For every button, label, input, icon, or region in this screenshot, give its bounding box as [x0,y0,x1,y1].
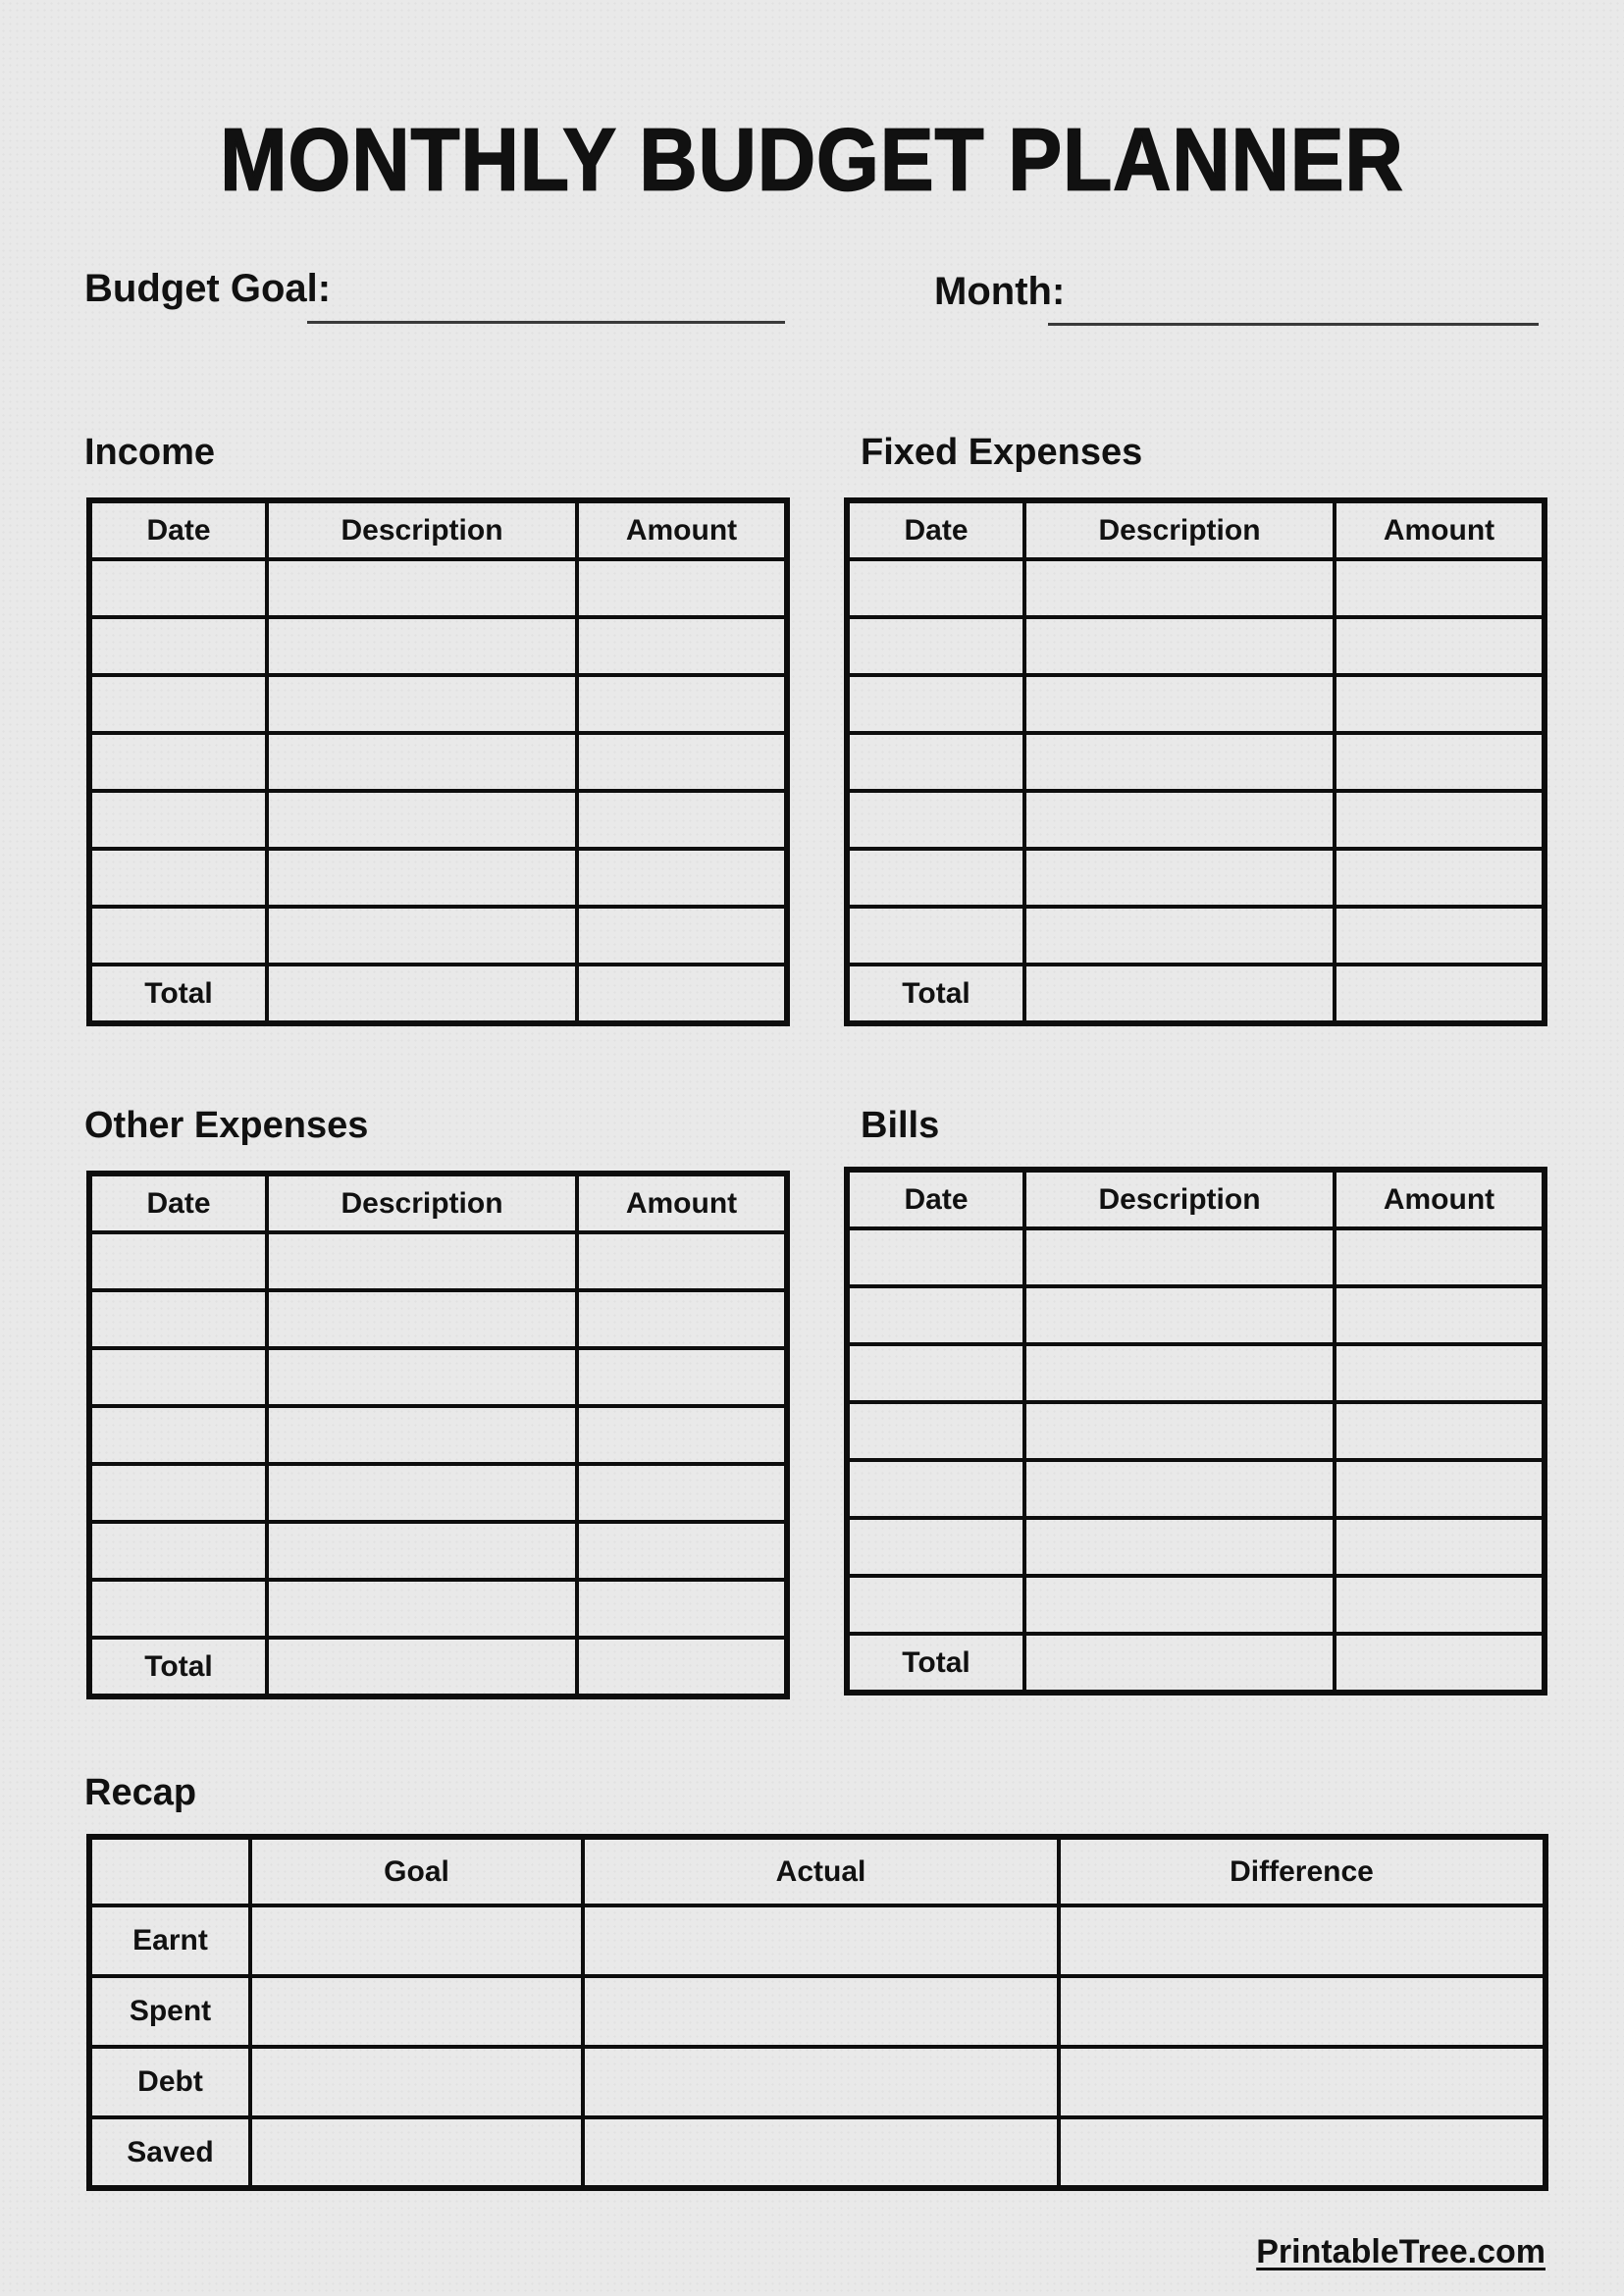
entry-cell [89,907,267,965]
recap-row-label-debt: Debt [89,2047,250,2117]
entry-row [89,1348,787,1406]
column-header-description: Description [267,500,577,559]
entry-cell [89,1522,267,1580]
entry-cell [267,1406,577,1464]
recap-row [89,1976,1545,2047]
entry-row [847,1402,1545,1460]
entry-cell [577,733,787,791]
entry-cell [847,1344,1024,1402]
entry-row [847,849,1545,907]
entry-row [89,1522,787,1580]
entry-row [89,1290,787,1348]
recap-cell [1059,2117,1545,2188]
recap-section-heading: Recap [84,1772,197,1813]
entry-cell [89,733,267,791]
entry-row [847,1576,1545,1634]
total-label: Total [89,1638,267,1696]
total-value-cell [577,965,787,1023]
entry-cell [1335,1286,1545,1344]
entry-cell [577,1522,787,1580]
entry-row [847,1344,1545,1402]
recap-row [89,1905,1545,1976]
entry-row [847,733,1545,791]
entry-cell [1024,849,1335,907]
entry-cell [1335,733,1545,791]
entry-cell [1024,733,1335,791]
column-header-description: Description [267,1174,577,1232]
recap-table [86,1834,1548,2191]
fixed-expenses-table [844,497,1547,1026]
entry-cell [1024,1228,1335,1286]
entry-row [89,791,787,849]
column-header-amount: Amount [1335,1170,1545,1228]
entry-cell [847,675,1024,733]
entry-cell [577,907,787,965]
recap-cell [1059,2047,1545,2117]
header-row [847,1170,1545,1228]
bills-grid [844,1167,1547,1696]
entry-row [89,617,787,675]
entry-cell [1024,1402,1335,1460]
budget-goal-input-line [307,321,785,324]
column-header-date: Date [847,500,1024,559]
header-row [89,1174,787,1232]
bills-table [844,1167,1547,1696]
entry-row [89,1406,787,1464]
entry-cell [267,1290,577,1348]
fixed-expenses-section-heading: Fixed Expenses [861,432,1143,473]
entry-row [847,559,1545,617]
entry-cell [1335,907,1545,965]
entry-cell [847,1576,1024,1634]
entry-cell [267,907,577,965]
footer [1256,2233,1545,2271]
entry-cell [1335,1518,1545,1576]
recap-cell [1059,1976,1545,2047]
entry-row [89,559,787,617]
entry-row [89,1580,787,1638]
entry-cell [267,1580,577,1638]
recap-row-label-earnt: Earnt [89,1905,250,1976]
entry-cell [1335,617,1545,675]
entry-cell [1335,1344,1545,1402]
entry-cell [89,559,267,617]
column-header-date: Date [89,1174,267,1232]
recap-row-label-saved: Saved [89,2117,250,2188]
recap-cell [250,2117,583,2188]
budget-goal-label: Budget Goal: [84,267,332,310]
other-expenses-table [86,1171,790,1699]
entry-cell [89,1348,267,1406]
entry-cell [1024,1286,1335,1344]
recap-column-header-goal: Goal [250,1837,583,1905]
entry-cell [89,1464,267,1522]
total-label: Total [89,965,267,1023]
entry-cell [577,1464,787,1522]
entry-cell [577,1290,787,1348]
entry-cell [847,1402,1024,1460]
entry-cell [1335,675,1545,733]
total-value-cell [1335,1634,1545,1693]
total-value-cell [1335,965,1545,1023]
footer-link[interactable]: PrintableTree.com [1256,2233,1545,2270]
bills-section-heading: Bills [861,1105,940,1146]
recap-cell [1059,1905,1545,1976]
entry-cell [1335,1402,1545,1460]
entry-row [847,1518,1545,1576]
entry-row [847,791,1545,849]
entry-cell [267,675,577,733]
total-value-cell [267,965,577,1023]
income-section-heading: Income [84,432,216,473]
total-value-cell [1024,1634,1335,1693]
income-table [86,497,790,1026]
month-input-line [1048,323,1539,326]
other-expenses-section-heading: Other Expenses [84,1105,369,1146]
entry-cell [1335,849,1545,907]
entry-row [89,733,787,791]
entry-row [847,1286,1545,1344]
column-header-description: Description [1024,1170,1335,1228]
entry-cell [267,559,577,617]
entry-row [89,1232,787,1290]
recap-row [89,2117,1545,2188]
column-header-amount: Amount [577,1174,787,1232]
recap-cell [583,2117,1059,2188]
page-title: MONTHLY BUDGET PLANNER [220,111,1404,210]
entry-row [89,1464,787,1522]
entry-cell [847,1518,1024,1576]
entry-cell [267,617,577,675]
entry-cell [577,849,787,907]
entry-row [847,907,1545,965]
entry-row [847,1460,1545,1518]
entry-row [89,675,787,733]
column-header-date: Date [847,1170,1024,1228]
entry-cell [89,849,267,907]
recap-row [89,2047,1545,2117]
entry-cell [577,1348,787,1406]
column-header-date: Date [89,500,267,559]
header-row [847,500,1545,559]
entry-row [847,617,1545,675]
entry-row [89,907,787,965]
entry-cell [847,1228,1024,1286]
entry-cell [89,791,267,849]
entry-cell [267,849,577,907]
recap-cell [583,1905,1059,1976]
column-header-amount: Amount [1335,500,1545,559]
entry-cell [1024,1460,1335,1518]
recap-corner-cell [89,1837,250,1905]
total-label: Total [847,965,1024,1023]
total-row [847,965,1545,1023]
entry-cell [1024,559,1335,617]
recap-grid [86,1834,1548,2191]
entry-cell [89,617,267,675]
recap-cell [250,2047,583,2117]
entry-cell [1335,1228,1545,1286]
entry-cell [1024,675,1335,733]
entry-cell [577,791,787,849]
entry-cell [577,1406,787,1464]
entry-cell [89,1232,267,1290]
total-row [89,965,787,1023]
entry-cell [267,1522,577,1580]
entry-row [847,675,1545,733]
entry-cell [1335,791,1545,849]
entry-cell [267,1348,577,1406]
recap-cell [583,1976,1059,2047]
other-expenses-grid [86,1171,790,1699]
column-header-amount: Amount [577,500,787,559]
entry-cell [847,733,1024,791]
entry-cell [267,1464,577,1522]
total-row [89,1638,787,1696]
recap-header-row [89,1837,1545,1905]
recap-cell [250,1905,583,1976]
entry-cell [89,1406,267,1464]
entry-cell [89,1290,267,1348]
entry-cell [577,675,787,733]
month-label: Month: [934,270,1066,313]
entry-cell [89,1580,267,1638]
entry-cell [1024,907,1335,965]
entry-cell [267,1232,577,1290]
entry-row [847,1228,1545,1286]
entry-cell [577,1232,787,1290]
fixed-expenses-grid [844,497,1547,1026]
total-value-cell [1024,965,1335,1023]
entry-cell [847,1286,1024,1344]
total-value-cell [267,1638,577,1696]
header-row [89,500,787,559]
income-grid [86,497,790,1026]
entry-cell [1024,1518,1335,1576]
entry-cell [847,791,1024,849]
recap-column-header-actual: Actual [583,1837,1059,1905]
entry-cell [1335,559,1545,617]
entry-row [89,849,787,907]
total-row [847,1634,1545,1693]
entry-cell [1335,1460,1545,1518]
recap-row-label-spent: Spent [89,1976,250,2047]
recap-column-header-difference: Difference [1059,1837,1545,1905]
entry-cell [1335,1576,1545,1634]
entry-cell [89,675,267,733]
recap-cell [583,2047,1059,2117]
entry-cell [267,733,577,791]
entry-cell [847,1460,1024,1518]
entry-cell [1024,791,1335,849]
entry-cell [577,617,787,675]
recap-cell [250,1976,583,2047]
entry-cell [847,849,1024,907]
entry-cell [577,1580,787,1638]
total-label: Total [847,1634,1024,1693]
entry-cell [847,559,1024,617]
entry-cell [1024,1576,1335,1634]
entry-cell [847,617,1024,675]
entry-cell [577,559,787,617]
entry-cell [847,907,1024,965]
entry-cell [1024,1344,1335,1402]
entry-cell [1024,617,1335,675]
entry-cell [267,791,577,849]
column-header-description: Description [1024,500,1335,559]
total-value-cell [577,1638,787,1696]
